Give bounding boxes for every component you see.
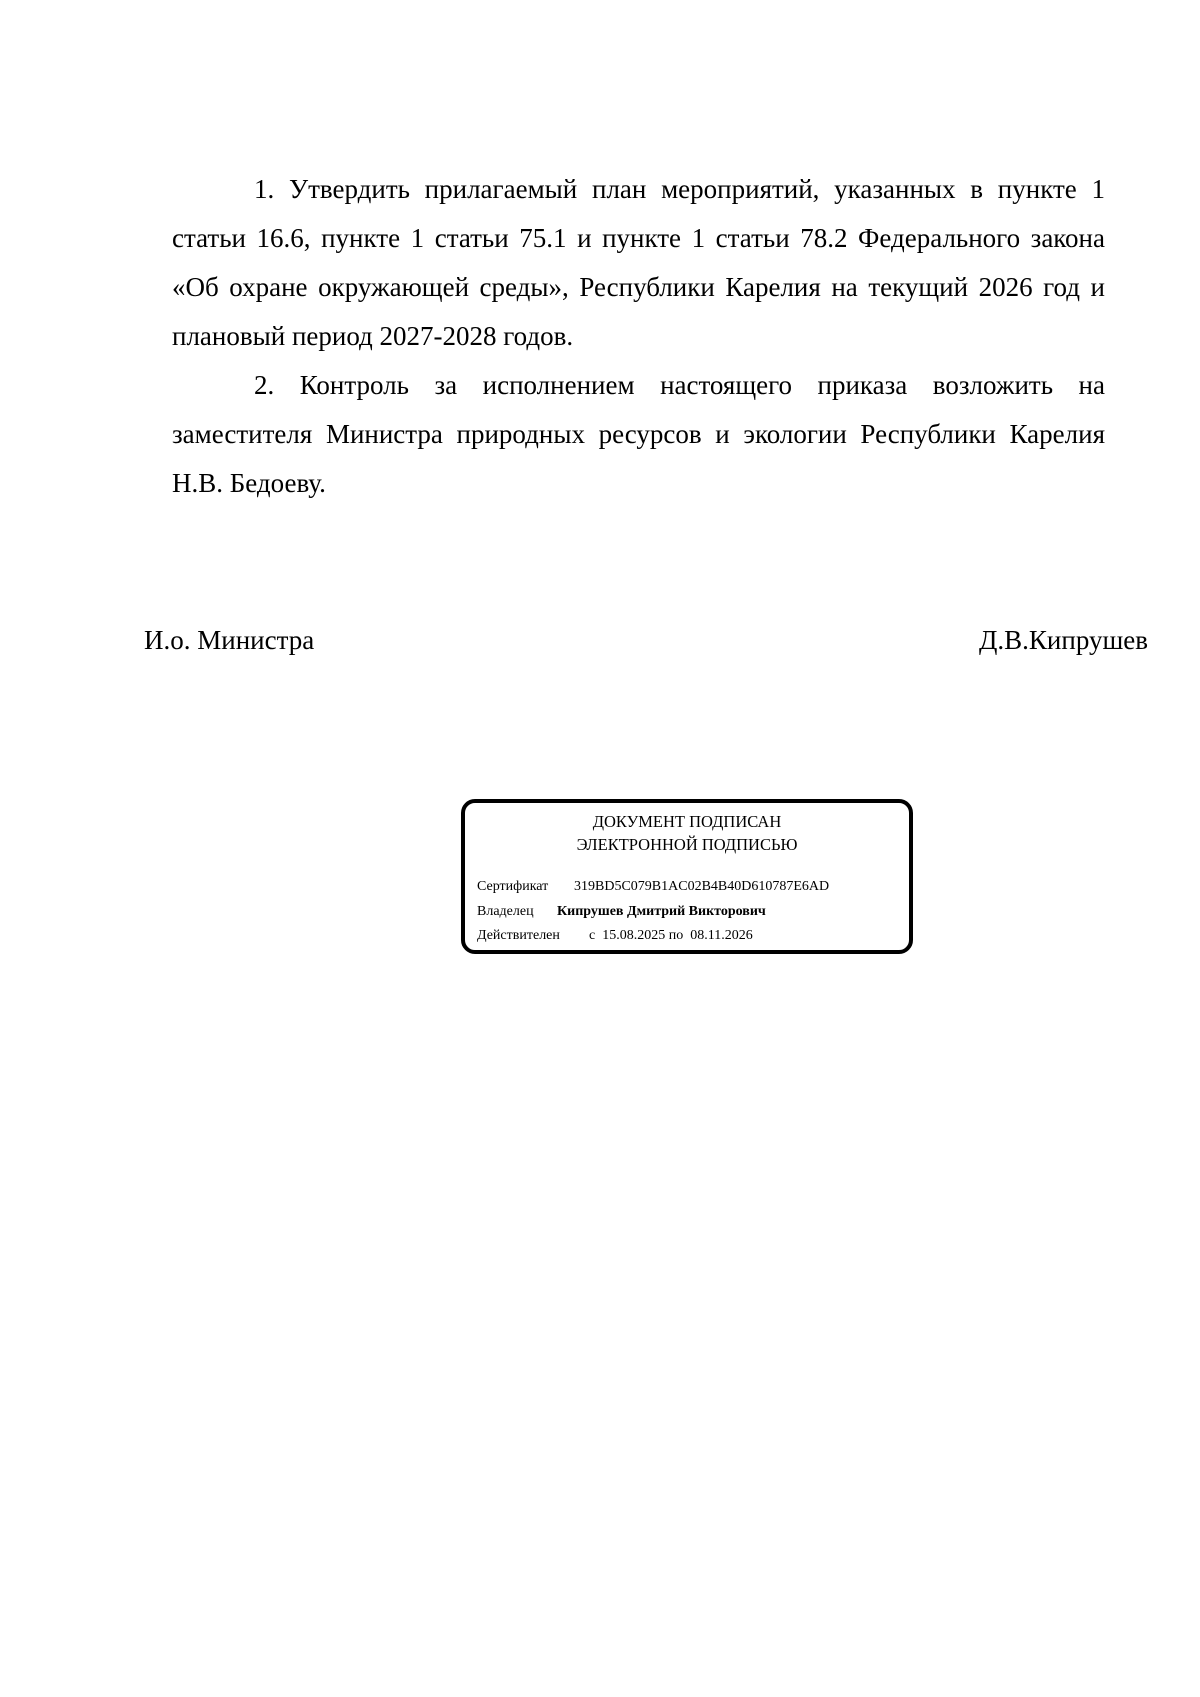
- valid-from-prefix: с: [589, 928, 596, 943]
- signatory-name: Д.В.Кипрушев: [978, 625, 1148, 655]
- valid-to-date: 08.11.2026: [690, 928, 753, 943]
- paragraph-2: 2. Контроль за исполнением настоящего приказа возложить на заместителя Министра природных ресурсов и экологии Республики Карелия Н.В. Бедоеву.: [172, 370, 1105, 498]
- certificate-value: 319BD5C079B1AC02B4B40D610787E6AD: [574, 879, 830, 894]
- stamp-title-line-1: ДОКУМЕНТ ПОДПИСАН: [592, 812, 782, 831]
- stamp-certificate-row: [477, 877, 829, 897]
- stamp-title-line-2: ЭЛЕКТРОННОЙ ПОДПИСЬЮ: [576, 835, 798, 854]
- valid-to-prefix: по: [668, 928, 684, 943]
- valid-label: Действителен: [477, 928, 560, 943]
- owner-label: Владелец: [477, 904, 534, 919]
- electronic-signature-stamp: [461, 799, 913, 954]
- valid-from-date: 15.08.2025: [602, 928, 666, 943]
- stamp-owner-row: [477, 902, 766, 922]
- signatory-position: И.о. Министра: [144, 625, 315, 655]
- certificate-label: Сертификат: [477, 879, 549, 894]
- owner-value: Кипрушев Дмитрий Викторович: [557, 904, 766, 919]
- paragraph-1: 1. Утвердить прилагаемый план мероприятий, указанных в пункте 1 статьи 16.6, пункте 1 статьи 75.1 и пункте 1 статьи 78.2 Федерального закона «Об охране окружающей среды», Республики Карелия на текущий 2026 год и плановый период 2027-2028 годов.: [172, 174, 1105, 351]
- stamp-validity-row: [477, 926, 753, 946]
